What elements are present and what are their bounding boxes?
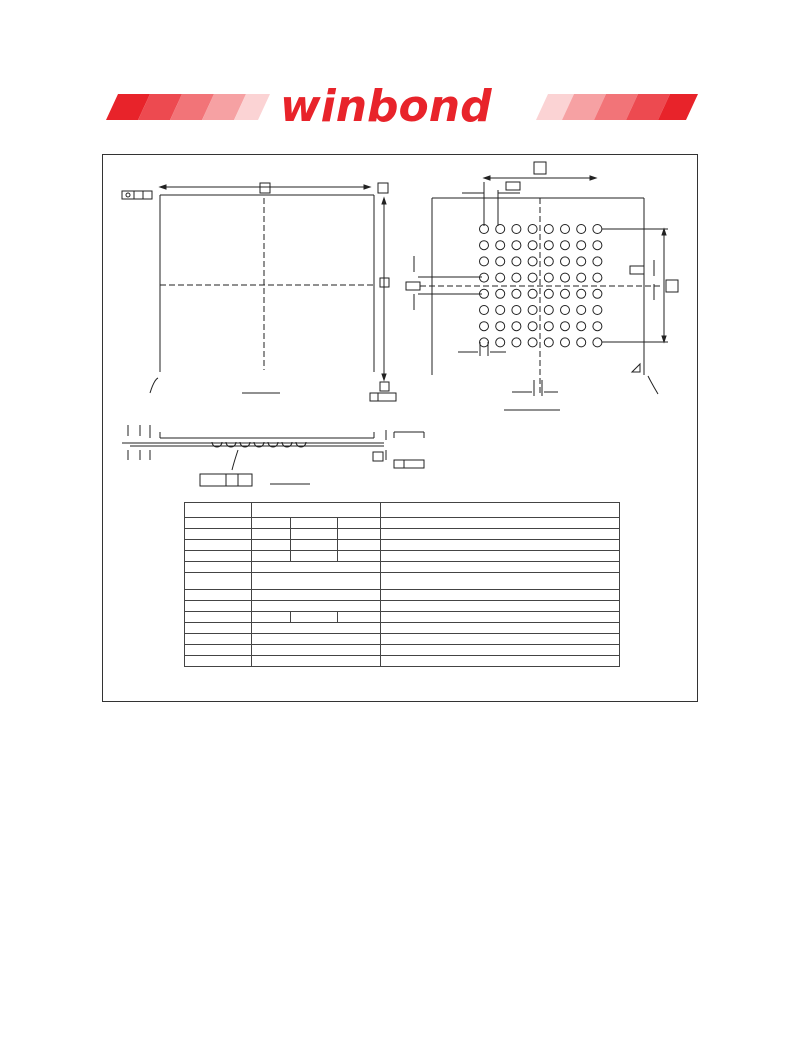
solder-ball <box>528 225 537 234</box>
solder-ball <box>528 289 537 298</box>
solder-ball <box>528 273 537 282</box>
solder-ball <box>544 273 553 282</box>
table-cell <box>381 634 620 645</box>
table-cell <box>252 656 381 667</box>
solder-ball <box>577 289 586 298</box>
table-cell <box>381 590 620 601</box>
solder-ball <box>593 289 602 298</box>
table-cell <box>381 573 620 590</box>
solder-ball <box>577 273 586 282</box>
dimension-table <box>184 502 620 667</box>
table-cell <box>381 656 620 667</box>
solder-ball <box>544 225 553 234</box>
table-cell <box>291 551 338 562</box>
table-row <box>185 601 620 612</box>
table-cell <box>252 623 381 634</box>
solder-ball <box>593 241 602 250</box>
solder-ball <box>561 322 570 331</box>
table-cell <box>185 529 252 540</box>
solder-ball <box>496 257 505 266</box>
table-cell <box>252 573 381 590</box>
solder-ball <box>561 257 570 266</box>
table-cell <box>291 612 338 623</box>
solder-ball <box>544 241 553 250</box>
table-cell <box>381 562 620 573</box>
table-cell <box>381 529 620 540</box>
table-cell <box>381 518 620 529</box>
solder-ball <box>512 273 521 282</box>
solder-ball <box>593 257 602 266</box>
table-cell <box>338 529 381 540</box>
side-view <box>122 425 424 486</box>
solder-ball <box>577 257 586 266</box>
solder-ball <box>512 306 521 315</box>
table-cell <box>252 562 381 573</box>
table-cell <box>185 623 252 634</box>
table-row <box>185 634 620 645</box>
table-cell <box>185 562 252 573</box>
solder-ball <box>480 338 489 347</box>
table-cell <box>252 529 291 540</box>
table-row <box>185 645 620 656</box>
bottom-view <box>406 162 678 410</box>
table-row <box>185 529 620 540</box>
solder-ball <box>496 241 505 250</box>
solder-ball <box>528 322 537 331</box>
solder-ball <box>512 289 521 298</box>
table-cell <box>185 518 252 529</box>
solder-ball <box>496 273 505 282</box>
solder-ball <box>577 225 586 234</box>
solder-ball <box>561 273 570 282</box>
solder-ball <box>561 306 570 315</box>
solder-ball <box>544 289 553 298</box>
table-cell <box>185 612 252 623</box>
table-cell <box>252 601 381 612</box>
solder-ball <box>544 257 553 266</box>
top-view <box>122 183 396 401</box>
solder-ball <box>528 338 537 347</box>
table-cell <box>185 656 252 667</box>
solder-ball <box>512 338 521 347</box>
table-cell <box>338 518 381 529</box>
table-row <box>185 503 620 518</box>
solder-ball <box>528 257 537 266</box>
solder-ball <box>561 241 570 250</box>
solder-ball <box>544 322 553 331</box>
solder-ball <box>480 273 489 282</box>
table-cell <box>185 601 252 612</box>
table-cell <box>338 540 381 551</box>
table-cell <box>185 551 252 562</box>
table-cell <box>291 529 338 540</box>
solder-ball <box>544 338 553 347</box>
solder-ball <box>496 225 505 234</box>
table-row <box>185 518 620 529</box>
table-cell <box>291 540 338 551</box>
table-cell <box>338 551 381 562</box>
solder-ball <box>480 241 489 250</box>
solder-ball <box>528 306 537 315</box>
solder-ball <box>496 322 505 331</box>
table-cell <box>185 590 252 601</box>
table-cell <box>252 634 381 645</box>
solder-ball <box>561 225 570 234</box>
table-cell <box>338 612 381 623</box>
table-cell <box>252 540 291 551</box>
table-row <box>185 540 620 551</box>
solder-ball <box>496 306 505 315</box>
table-cell <box>252 551 291 562</box>
solder-ball <box>480 257 489 266</box>
solder-ball <box>561 338 570 347</box>
table-row <box>185 623 620 634</box>
table-row <box>185 551 620 562</box>
solder-ball <box>512 241 521 250</box>
table-cell <box>185 573 252 590</box>
table-cell <box>381 612 620 623</box>
table-cell <box>252 645 381 656</box>
table-cell <box>381 623 620 634</box>
solder-ball <box>577 338 586 347</box>
table-row <box>185 562 620 573</box>
table-cell <box>252 518 291 529</box>
solder-ball <box>496 338 505 347</box>
table-cell <box>381 645 620 656</box>
brand-wordmark: winbond <box>280 82 492 128</box>
solder-ball <box>593 306 602 315</box>
solder-ball <box>512 322 521 331</box>
table-row <box>185 573 620 590</box>
table-cell <box>252 503 381 518</box>
table-cell <box>252 590 381 601</box>
table-cell <box>185 645 252 656</box>
solder-ball <box>544 306 553 315</box>
solder-ball <box>512 257 521 266</box>
solder-ball <box>593 273 602 282</box>
table-row <box>185 590 620 601</box>
solder-ball <box>528 241 537 250</box>
solder-ball <box>496 289 505 298</box>
solder-ball <box>577 241 586 250</box>
solder-ball <box>480 306 489 315</box>
solder-ball <box>577 306 586 315</box>
table-row <box>185 656 620 667</box>
solder-ball <box>480 322 489 331</box>
table-row <box>185 612 620 623</box>
table-cell <box>291 518 338 529</box>
solder-ball <box>593 338 602 347</box>
table-cell <box>185 540 252 551</box>
table-cell <box>185 634 252 645</box>
solder-ball <box>577 322 586 331</box>
solder-ball <box>593 225 602 234</box>
table-cell <box>381 540 620 551</box>
solder-ball <box>512 225 521 234</box>
solder-ball <box>593 322 602 331</box>
solder-ball <box>561 289 570 298</box>
table-cell <box>185 503 252 518</box>
table-cell <box>381 601 620 612</box>
table-cell <box>252 612 291 623</box>
table-cell <box>381 503 620 518</box>
table-cell <box>381 551 620 562</box>
